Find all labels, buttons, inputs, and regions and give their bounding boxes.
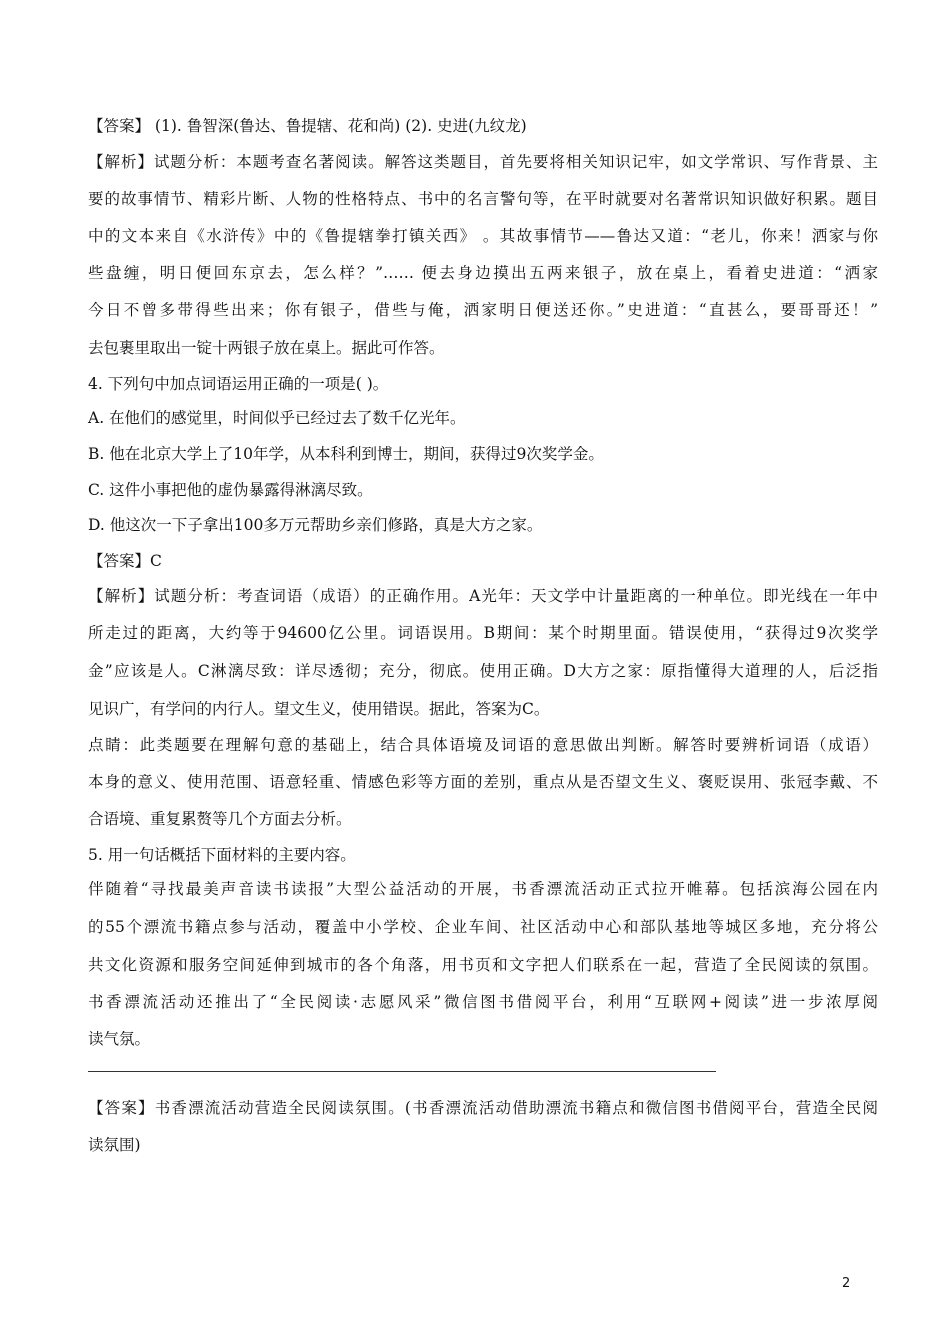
material-line: 伴随着“寻找最美声音读书读报”大型公益活动的开展，书香漂流活动正式拉开帷幕。包括滨海公园在内	[88, 880, 878, 898]
analysis-line: 些盘缠，明日便回东京去，怎么样？”…… 便去身边摸出五两来银子，放在桌上，看着史进道：“洒家	[88, 264, 878, 282]
material-line: 共文化资源和服务空间延伸到城市的各个角落，用书页和文字把人们联系在一起，营造了全民阅读的氛围。	[88, 956, 878, 974]
option-d: D. 他这次一下子拿出100多万元帮助乡亲们修路，真是大方之家。	[88, 516, 543, 534]
key-point-line: 合语境、重复累赘等几个方面去分析。	[88, 810, 352, 828]
analysis-line: 要的故事情节、精彩片断、人物的性格特点、书中的名言警句等，在平时就要对名著常识知识做好积累。题目	[88, 190, 878, 208]
analysis-line: 见识广，有学问的内行人。望文生义，使用错误。据此，答案为C。	[88, 700, 550, 718]
answer-line: 【答案】 (1). 鲁智深(鲁达、鲁提辖、花和尚) (2). 史进(九纹龙)	[88, 117, 527, 135]
analysis-line: 去包裹里取出一锭十两银子放在桌上。据此可作答。	[88, 339, 445, 357]
analysis-line: 所走过的距离，大约等于94600亿公里。词语误用。B期间：某个时期里面。错误使用，“获得过9次奖学	[88, 624, 878, 642]
material-line: 书香漂流活动还推出了“全民阅读·志愿风采”微信图书借阅平台，利用“互联网+阅读”进一步浓厚阅	[88, 993, 878, 1011]
option-a: A. 在他们的感觉里，时间似乎已经过去了数千亿光年。	[88, 409, 466, 427]
option-c: C. 这件小事把他的虚伪暴露得淋漓尽致。	[88, 481, 373, 499]
answer-line: 读氛围)	[88, 1136, 141, 1154]
answer-blank-line	[88, 1071, 716, 1072]
question-4: 4. 下列句中加点词语运用正确的一项是( )。	[88, 375, 389, 393]
analysis-line: 今日不曾多带得些出来；你有银子，借些与俺，洒家明日便送还你。”史进道：“直甚么，要哥哥还！”	[88, 301, 878, 319]
option-b: B. 他在北京大学上了10年学，从本科利到博士，期间，获得过9次奖学金。	[88, 445, 604, 463]
answer-line: 【答案】C	[88, 552, 162, 570]
analysis-line: 金”应该是人。C淋漓尽致：详尽透彻；充分，彻底。使用正确。D大方之家：原指懂得大道理的人，后泛指	[88, 662, 878, 680]
material-line: 的55个漂流书籍点参与活动，覆盖中小学校、企业车间、社区活动中心和部队基地等城区多地，充分将公	[88, 918, 878, 936]
analysis-line: 【解析】试题分析：考查词语（成语）的正确作用。A光年：天文学中计量距离的一种单位。即光线在一年中	[88, 587, 878, 605]
analysis-line: 中的文本来自《水浒传》中的《鲁提辖拳打镇关西》 。其故事情节——鲁达又道：“老儿，你来！洒家与你	[88, 227, 878, 245]
analysis-line: 【解析】试题分析：本题考查名著阅读。解答这类题目，首先要将相关知识记牢，如文学常识、写作背景、主	[88, 153, 878, 171]
answer-line: 【答案】书香漂流活动营造全民阅读氛围。(书香漂流活动借助漂流书籍点和微信图书借阅平台，营造全民阅	[88, 1099, 878, 1117]
page-number: 2	[842, 1276, 851, 1291]
key-point-line: 点睛：此类题要在理解句意的基础上，结合具体语境及词语的意思做出判断。解答时要辨析词语（成语）	[88, 736, 878, 754]
key-point-line: 本身的意义、使用范围、语意轻重、情感色彩等方面的差别，重点从是否望文生义、褒贬误用、张冠李戴、不	[88, 773, 878, 791]
question-5: 5. 用一句话概括下面材料的主要内容。	[88, 846, 356, 864]
material-line: 读气氛。	[88, 1030, 151, 1048]
